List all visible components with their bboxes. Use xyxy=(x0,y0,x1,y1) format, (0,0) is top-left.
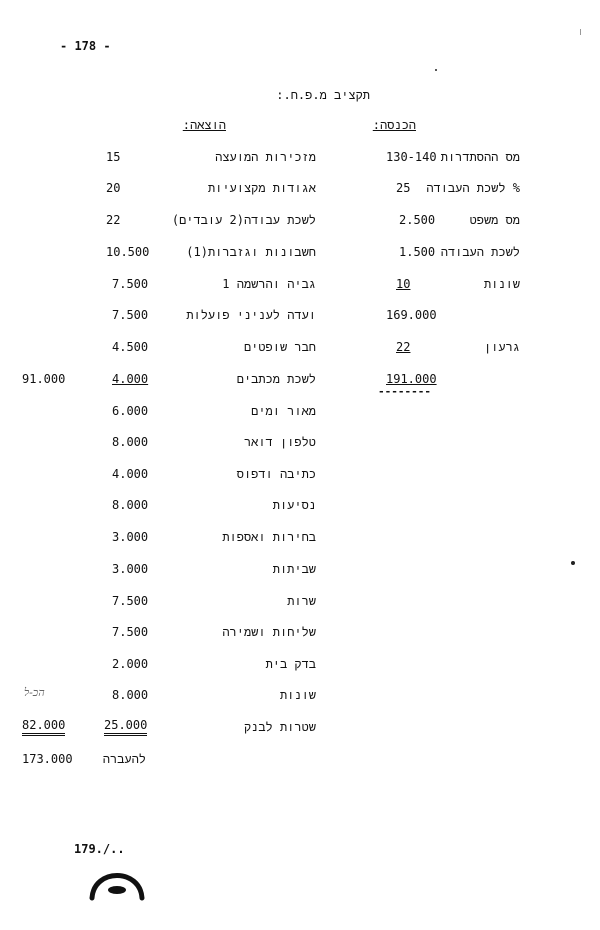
expense-value: 8.000 xyxy=(112,435,149,449)
expense-label: לשכת מכתבים xyxy=(236,372,316,386)
handwritten-note: הכ-ל xyxy=(24,686,45,699)
expense-label: מאור ומים xyxy=(251,404,316,418)
expense-value: 7.500 xyxy=(112,277,149,291)
expense-header: הוצאה: xyxy=(182,118,226,132)
scan-speck xyxy=(571,561,575,565)
expense-label: שביתות xyxy=(272,562,316,576)
expense-value: 20 xyxy=(106,181,121,195)
income-value: 1.500 xyxy=(399,245,436,259)
page-number: - 178 - xyxy=(60,39,111,53)
income-total-marker: -------- xyxy=(378,385,431,398)
expense-value: 4.000 xyxy=(112,372,149,386)
expense-value: 7.500 xyxy=(112,594,149,608)
expense-label: בחירות ואספות xyxy=(222,530,316,544)
income-value: 2.500 xyxy=(399,213,436,227)
expense-label: חשבונות וגזברות(1) xyxy=(186,245,316,259)
expense-value: 10.500 xyxy=(106,245,150,259)
income-label: מס ההסתדרות xyxy=(440,150,520,164)
expense-label: לשכת עבודה(2 עובדים) xyxy=(171,213,316,227)
income-label: מס משפט xyxy=(469,213,520,227)
seal-mark xyxy=(86,858,148,905)
income-label: לשכת העבודה xyxy=(440,245,520,259)
income-value: 130-140 xyxy=(386,150,437,164)
income-value: 10 xyxy=(396,277,411,291)
expense-value: 4.000 xyxy=(112,467,149,481)
income-label: שונות xyxy=(483,277,520,291)
income-header: הכנסה: xyxy=(372,118,416,132)
expense-value: 7.500 xyxy=(112,625,149,639)
income-value: 169.000 xyxy=(386,308,437,322)
next-page-ref: 179./.. xyxy=(74,842,125,856)
expense-value: 25.000 xyxy=(104,718,147,736)
expense-label: כתיבה ודפוס xyxy=(236,467,316,481)
expense-label: אגודות מקצועיות xyxy=(207,181,316,195)
expense-value: 2.000 xyxy=(112,657,149,671)
expense-value: 15 xyxy=(106,150,121,164)
expense-label: שטרות לבנק xyxy=(243,720,316,734)
budget-title: תקציב מ.פ.ח.: xyxy=(276,88,370,102)
expense-label: מזכירות המועצה xyxy=(215,150,316,164)
expense-value: 3.000 xyxy=(112,530,149,544)
expense-label: חבר שופטים xyxy=(243,340,316,354)
expense-value: 8.000 xyxy=(112,688,149,702)
expense-label: שונות xyxy=(279,688,316,702)
expense-label: גביה והרשמה 1 xyxy=(222,277,316,291)
expense-subtotal: 82.000 xyxy=(22,718,65,736)
expense-value: 8.000 xyxy=(112,498,149,512)
income-value: 25 xyxy=(396,181,411,195)
expense-value: 6.000 xyxy=(112,404,149,418)
expense-value: 7.500 xyxy=(112,308,149,322)
scan-speck xyxy=(435,69,437,71)
scan-speck xyxy=(580,29,581,35)
expense-value: 3.000 xyxy=(112,562,149,576)
income-label: גרעון xyxy=(483,340,520,354)
expense-label: בדק בית xyxy=(265,657,316,671)
expense-label: שליחות ושמירה xyxy=(222,625,316,639)
income-value: 22 xyxy=(396,340,411,354)
expense-label: נסיעות xyxy=(272,498,316,512)
income-total: 191.000 xyxy=(386,372,437,386)
transfer-label: להעברה xyxy=(102,752,146,766)
expense-label: שרות xyxy=(287,594,316,608)
expense-label: ועדה לעניני פועלות xyxy=(186,308,316,322)
expense-value: 22 xyxy=(106,213,121,227)
transfer-value: 173.000 xyxy=(22,752,73,766)
expense-subtotal: 91.000 xyxy=(22,372,66,386)
expense-label: טלפון דואר xyxy=(243,435,316,449)
income-label: % לשכת העבודה xyxy=(426,181,520,195)
expense-value: 4.500 xyxy=(112,340,149,354)
